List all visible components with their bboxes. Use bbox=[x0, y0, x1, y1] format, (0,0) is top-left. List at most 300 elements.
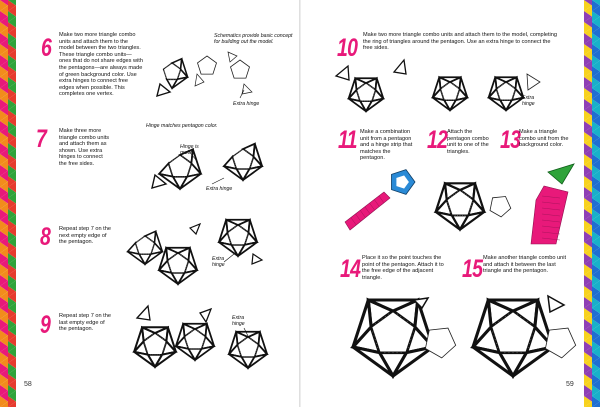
pentagon-model bbox=[159, 248, 197, 284]
hinge-stitch bbox=[240, 150, 241, 151]
hinge-stitch bbox=[506, 100, 507, 101]
hinge-stitch bbox=[251, 155, 252, 156]
hinge-stitch bbox=[242, 340, 243, 341]
hinge-stitch bbox=[529, 343, 530, 344]
hinge-stitch bbox=[164, 339, 165, 340]
hinge-stitch bbox=[247, 236, 248, 237]
hinge-stitch bbox=[449, 197, 450, 198]
step-13-text: Make a triangle combo unit from the background color. bbox=[519, 129, 569, 149]
hinge-stitch bbox=[453, 84, 454, 85]
hinge-stitch bbox=[453, 100, 454, 101]
caption-schematics: Schematics provide basic concept for building out the model. bbox=[214, 33, 293, 45]
hinge-stitch bbox=[442, 87, 443, 88]
hinge-stitch bbox=[236, 244, 237, 245]
hinge-stitch bbox=[177, 156, 178, 157]
hinge-stitch bbox=[256, 350, 257, 351]
hinge-stitch bbox=[183, 157, 184, 158]
hinge-stitch bbox=[193, 348, 194, 349]
hinge-stitch bbox=[140, 239, 141, 240]
hinge-stitch bbox=[157, 354, 158, 355]
hinge-stitch bbox=[243, 168, 244, 169]
hinge-stitch bbox=[520, 316, 521, 317]
hinge-stitch bbox=[230, 240, 231, 241]
hinge-stitch bbox=[146, 254, 147, 255]
pentagon-model bbox=[219, 220, 257, 256]
caption-hinge-matches: Hinge matches pentagon color. bbox=[146, 123, 218, 129]
hinge-stitch bbox=[151, 251, 152, 252]
hinge-stitch bbox=[158, 335, 159, 336]
hinge-stitch bbox=[145, 339, 146, 340]
pentagon-model bbox=[353, 300, 433, 376]
hinge-stitch bbox=[246, 231, 247, 232]
hinge-stitch bbox=[376, 343, 377, 344]
schematic-triangle bbox=[242, 84, 252, 94]
hinge-stitch bbox=[172, 79, 173, 80]
hinge-stitch bbox=[498, 94, 499, 95]
hinge-stitch bbox=[188, 333, 189, 334]
hinge-stitch bbox=[373, 95, 374, 96]
hinge-stitch bbox=[151, 240, 152, 241]
hinge-stitch bbox=[454, 85, 455, 86]
hinge-stitch bbox=[257, 347, 258, 348]
hinge-stitch bbox=[228, 236, 229, 237]
hinge-stitch bbox=[517, 314, 518, 315]
hinge-stitch bbox=[495, 339, 496, 340]
hinge-stitch bbox=[497, 92, 498, 93]
hinge-stitch bbox=[143, 254, 144, 255]
hinge-stitch bbox=[245, 150, 246, 151]
hinge-stitch bbox=[513, 352, 514, 353]
hinge-stitch bbox=[508, 352, 509, 353]
hinge-stitch bbox=[369, 85, 370, 86]
hinge-stitch bbox=[189, 167, 190, 168]
hinge-stitch bbox=[397, 352, 398, 353]
hinge-stitch bbox=[366, 101, 367, 102]
hinge-stitch bbox=[229, 238, 230, 239]
hinge-stitch bbox=[235, 166, 236, 167]
hinge-stitch bbox=[176, 66, 177, 67]
hinge-stitch bbox=[495, 323, 496, 324]
hinge-stitch bbox=[147, 352, 148, 353]
hinge-stitch bbox=[246, 151, 247, 152]
hinge-stitch bbox=[238, 244, 239, 245]
hinge-stitch bbox=[385, 316, 386, 317]
hinge-stitch bbox=[400, 316, 401, 317]
hinge-stitch bbox=[168, 79, 169, 80]
hinge-stitch bbox=[496, 343, 497, 344]
hinge-stitch bbox=[235, 164, 236, 165]
hinge-stitch bbox=[494, 335, 495, 336]
hinge-stitch bbox=[472, 202, 473, 203]
hinge-stitch bbox=[369, 101, 370, 102]
hinge-stitch bbox=[138, 251, 139, 252]
hinge-stitch bbox=[175, 176, 176, 177]
hinge-stitch bbox=[457, 215, 458, 216]
hinge-stitch bbox=[189, 161, 190, 162]
hinge-stitch bbox=[451, 196, 452, 197]
caption-extra-hinge-step8: Extra hinge bbox=[212, 256, 225, 268]
hinge-stitch bbox=[246, 168, 247, 169]
hinge-stitch bbox=[233, 160, 234, 161]
hinge-stitch bbox=[170, 64, 171, 65]
hinge-stitch bbox=[174, 255, 175, 256]
hinge-stitch bbox=[163, 350, 164, 351]
hinge-stitch bbox=[455, 215, 456, 216]
hinge-stitch bbox=[245, 240, 246, 241]
hinge-stitch bbox=[497, 91, 498, 92]
green-triangle bbox=[548, 164, 574, 184]
hinge-stitch bbox=[244, 168, 245, 169]
hinge-stitch bbox=[150, 354, 151, 355]
pentagon-model bbox=[134, 327, 176, 367]
hinge-stitch bbox=[244, 229, 245, 230]
hinge-stitch bbox=[170, 161, 171, 162]
hinge-stitch bbox=[498, 321, 499, 322]
hinge-stitch bbox=[168, 263, 169, 264]
pentagon-model bbox=[176, 324, 214, 360]
hinge-stitch bbox=[239, 343, 240, 344]
hinge-stitch bbox=[378, 321, 379, 322]
hinge-stitch bbox=[145, 254, 146, 255]
hinge-stitch bbox=[237, 152, 238, 153]
hinge-stitch bbox=[251, 162, 252, 163]
hinge-stitch bbox=[202, 346, 203, 347]
hinge-stitch bbox=[173, 64, 174, 65]
hinge-stitch bbox=[148, 254, 149, 255]
hinge-stitch bbox=[170, 268, 171, 269]
hinge-stitch bbox=[137, 241, 138, 242]
hinge-stitch bbox=[230, 242, 231, 243]
hinge-stitch bbox=[136, 245, 137, 246]
hinge-stitch bbox=[174, 65, 175, 66]
hinge-stitch bbox=[245, 242, 246, 243]
hinge-stitch bbox=[176, 157, 177, 158]
caption-extra-hinge-step6: Extra hinge bbox=[233, 101, 260, 107]
hinge-stitch bbox=[144, 343, 145, 344]
hinge-stitch bbox=[175, 79, 176, 80]
hinge-stitch bbox=[498, 96, 499, 97]
hinge-stitch bbox=[252, 160, 253, 161]
hinge-stitch bbox=[530, 323, 531, 324]
hinge-stitch bbox=[141, 254, 142, 255]
step-6-text: Make two more triangle combo units and attach them to the model between the two triangles. These triangle combo units—ones that do not share edges with the pentagons—are always made of green background color. Use extra hinges to connect free edges when possible. This completes one vertex. bbox=[59, 32, 143, 98]
hinge-stitch bbox=[176, 272, 177, 273]
hinge-stitch bbox=[362, 101, 363, 102]
step-10-number: 10 bbox=[337, 34, 358, 62]
hinge-stitch bbox=[165, 75, 166, 76]
hinge-stitch bbox=[374, 93, 375, 94]
hinge-stitch bbox=[143, 237, 144, 238]
hinge-stitch bbox=[504, 352, 505, 353]
hinge-stitch bbox=[152, 334, 153, 335]
hinge-stitch bbox=[169, 165, 170, 166]
hinge-stitch bbox=[181, 255, 182, 256]
hinge-stitch bbox=[384, 352, 385, 353]
hinge-stitch bbox=[162, 338, 163, 339]
hinge-stitch bbox=[184, 176, 185, 177]
hinge-stitch bbox=[464, 215, 465, 216]
hinge-stitch bbox=[252, 159, 253, 160]
hinge-stitch bbox=[377, 347, 378, 348]
hinge-stitch bbox=[457, 191, 458, 192]
hinge-stitch bbox=[512, 86, 513, 87]
hinge-stitch bbox=[165, 74, 166, 75]
hinge-stitch bbox=[358, 95, 359, 96]
hinge-stitch bbox=[443, 86, 444, 87]
hinge-stitch bbox=[180, 254, 181, 255]
hinge-stitch bbox=[187, 346, 188, 347]
step-13-number: 13 bbox=[500, 126, 521, 154]
hinge-stitch bbox=[453, 194, 454, 195]
hinge-stitch bbox=[513, 87, 514, 88]
hinge-stitch bbox=[172, 174, 173, 175]
hinge-stitch bbox=[443, 97, 444, 98]
loose-triangle bbox=[157, 84, 170, 96]
hinge-stitch bbox=[455, 193, 456, 194]
hinge-stitch bbox=[232, 228, 233, 229]
hinge-stitch bbox=[148, 238, 149, 239]
new-pentagon bbox=[545, 328, 575, 358]
hinge-stitch bbox=[174, 159, 175, 160]
caption-hinge-is-green: Hinge is green. bbox=[180, 144, 199, 156]
pentagon-model bbox=[229, 332, 267, 368]
hinge-stitch bbox=[388, 314, 389, 315]
hinge-stitch bbox=[448, 83, 449, 84]
hinge-stitch bbox=[513, 94, 514, 95]
hinge-stitch bbox=[358, 97, 359, 98]
hinge-stitch bbox=[236, 153, 237, 154]
hinge-stitch bbox=[509, 84, 510, 85]
schematic-pentagon bbox=[198, 56, 217, 74]
hinge-stitch bbox=[162, 352, 163, 353]
hinge-stitch bbox=[502, 84, 503, 85]
step-9-text: Repeat step 7 on the last empty edge of the pentagon. bbox=[59, 313, 111, 333]
hinge-stitch bbox=[388, 352, 389, 353]
hinge-stitch bbox=[164, 72, 165, 73]
hinge-stitch bbox=[179, 71, 180, 72]
hinge-stitch bbox=[172, 160, 173, 161]
hinge-stitch bbox=[241, 168, 242, 169]
hinge-stitch bbox=[171, 172, 172, 173]
hinge-stitch bbox=[170, 167, 171, 168]
hinge-stitch bbox=[246, 356, 247, 357]
hinge-stitch bbox=[250, 166, 251, 167]
hinge-stitch bbox=[442, 96, 443, 97]
hinge-stitch bbox=[499, 86, 500, 87]
hinge-stitch bbox=[228, 235, 229, 236]
hinge-stitch bbox=[410, 323, 411, 324]
hinge-stitch bbox=[374, 92, 375, 93]
hinge-stitch bbox=[407, 321, 408, 322]
hinge-stitch bbox=[178, 272, 179, 273]
hinge-stitch bbox=[521, 352, 522, 353]
hinge-stitch bbox=[523, 318, 524, 319]
loose-triangle bbox=[527, 74, 540, 90]
hinge-stitch bbox=[157, 334, 158, 335]
blue-pentagon bbox=[394, 173, 412, 192]
hinge-stitch bbox=[204, 339, 205, 340]
hinge-stitch bbox=[202, 344, 203, 345]
hinge-stitch bbox=[446, 100, 447, 101]
hinge-stitch bbox=[159, 354, 160, 355]
hinge-stitch bbox=[249, 153, 250, 154]
hinge-stitch bbox=[187, 263, 188, 264]
hinge-stitch bbox=[239, 151, 240, 152]
hinge-stitch bbox=[458, 92, 459, 93]
pentagon-model bbox=[224, 144, 262, 180]
hinge-stitch bbox=[513, 96, 514, 97]
hinge-stitch bbox=[167, 66, 168, 67]
hinge-stitch bbox=[177, 67, 178, 68]
pentagon-model bbox=[433, 77, 468, 110]
hinge-stitch bbox=[445, 85, 446, 86]
hinge-stitch bbox=[358, 88, 359, 89]
hinge-stitch bbox=[172, 256, 173, 257]
pentagon-model bbox=[436, 183, 485, 229]
hinge-stitch bbox=[169, 65, 170, 66]
hinge-stitch bbox=[442, 94, 443, 95]
step-14-number: 14 bbox=[340, 255, 361, 283]
hinge-stitch bbox=[190, 165, 191, 166]
hinge-stitch bbox=[239, 244, 240, 245]
hinge-stitch bbox=[458, 91, 459, 92]
hinge-stitch bbox=[198, 348, 199, 349]
hinge-stitch bbox=[173, 79, 174, 80]
hinge-stitch bbox=[229, 231, 230, 232]
hinge-stitch bbox=[470, 207, 471, 208]
schematic-pentagon bbox=[231, 60, 250, 78]
hinge-stitch bbox=[170, 170, 171, 171]
hinge-stitch bbox=[185, 339, 186, 340]
hinge-stitch bbox=[441, 91, 442, 92]
hinge-stitch bbox=[510, 85, 511, 86]
hinge-stitch bbox=[447, 202, 448, 203]
hinge-stitch bbox=[374, 335, 375, 336]
new-pentagon bbox=[425, 328, 455, 358]
hinge-stitch bbox=[241, 244, 242, 245]
hinge-stitch bbox=[367, 84, 368, 85]
hinge-stitch bbox=[367, 101, 368, 102]
pentagon-model bbox=[163, 59, 187, 89]
hinge-stitch bbox=[169, 259, 170, 260]
loose-triangle bbox=[190, 224, 200, 234]
hinge-stitch bbox=[450, 212, 451, 213]
hinge-stitch bbox=[372, 87, 373, 88]
hinge-stitch bbox=[257, 348, 258, 349]
hinge-stitch bbox=[375, 323, 376, 324]
hinge-stitch bbox=[460, 215, 461, 216]
hinge-stitch bbox=[201, 333, 202, 334]
step-15-text: Make another triangle combo unit and attach it between the last triangle and the pentagon. bbox=[483, 255, 567, 275]
hinge-stitch bbox=[244, 356, 245, 357]
hinge-stitch bbox=[145, 345, 146, 346]
hinge-stitch bbox=[241, 341, 242, 342]
hinge-stitch bbox=[147, 338, 148, 339]
hinge-stitch bbox=[171, 257, 172, 258]
step-14-text: Place it so the point touches the point of the pentagon. Attach it to the free edge of the adjacent triangle. bbox=[362, 255, 444, 281]
hinge-stitch bbox=[177, 77, 178, 78]
pink-hinge-strip bbox=[345, 192, 390, 230]
hinge-stitch bbox=[469, 212, 470, 213]
hinge-stitch bbox=[372, 332, 373, 333]
hinge-stitch bbox=[239, 350, 240, 351]
page-number-left: 58 bbox=[24, 381, 32, 388]
step-11-number: 11 bbox=[338, 126, 357, 154]
hinge-stitch bbox=[251, 339, 252, 340]
hinge-stitch bbox=[137, 250, 138, 251]
hinge-stitch bbox=[393, 352, 394, 353]
hinge-stitch bbox=[187, 264, 188, 265]
hinge-stitch bbox=[372, 98, 373, 99]
hinge-stitch bbox=[164, 348, 165, 349]
hinge-stitch bbox=[244, 339, 245, 340]
hinge-stitch bbox=[203, 342, 204, 343]
hinge-stitch bbox=[448, 100, 449, 101]
hinge-stitch bbox=[505, 316, 506, 317]
hinge-stitch bbox=[141, 238, 142, 239]
step-11-text: Make a combination unit from a pentagon and a hinge strip that matches the pentagon. bbox=[360, 129, 413, 162]
hinge-stitch bbox=[247, 235, 248, 236]
hinge-stitch bbox=[457, 94, 458, 95]
hinge-stitch bbox=[204, 340, 205, 341]
hinge-stitch bbox=[530, 339, 531, 340]
hinge-stitch bbox=[382, 318, 383, 319]
hinge-stitch bbox=[497, 347, 498, 348]
pentagon-model bbox=[473, 300, 553, 376]
hinge-stitch bbox=[164, 345, 165, 346]
hinge-stitch bbox=[457, 96, 458, 97]
page-number-right: 59 bbox=[566, 381, 574, 388]
hinge-stitch bbox=[136, 246, 137, 247]
hinge-stitch bbox=[450, 100, 451, 101]
hinge-stitch bbox=[255, 354, 256, 355]
hinge-stitch bbox=[517, 352, 518, 353]
hinge-stitch bbox=[507, 100, 508, 101]
hinge-stitch bbox=[410, 339, 411, 340]
hinge-stitch bbox=[187, 344, 188, 345]
hinge-stitch bbox=[234, 155, 235, 156]
hinge-stitch bbox=[234, 244, 235, 245]
hinge-stitch bbox=[359, 98, 360, 99]
hinge-stitch bbox=[451, 83, 452, 84]
schematic-triangle bbox=[228, 52, 237, 62]
hinge-stitch bbox=[464, 193, 465, 194]
hinge-stitch bbox=[187, 160, 188, 161]
pointer-line bbox=[212, 178, 224, 184]
new-pentagon bbox=[490, 197, 511, 217]
hinge-stitch bbox=[504, 83, 505, 84]
hinge-stitch bbox=[152, 250, 153, 251]
hinge-stitch bbox=[183, 256, 184, 257]
hinge-stitch bbox=[181, 272, 182, 273]
hinge-stitch bbox=[191, 348, 192, 349]
hinge-stitch bbox=[238, 347, 239, 348]
hinge-stitch bbox=[238, 348, 239, 349]
loose-triangle bbox=[252, 254, 262, 264]
hinge-stitch bbox=[373, 88, 374, 89]
hinge-stitch bbox=[373, 97, 374, 98]
loose-triangle bbox=[548, 296, 564, 312]
hinge-stitch bbox=[203, 335, 204, 336]
hinge-stitch bbox=[149, 337, 150, 338]
hinge-stitch bbox=[468, 196, 469, 197]
hinge-stitch bbox=[512, 97, 513, 98]
hinge-stitch bbox=[145, 348, 146, 349]
hinge-stitch bbox=[411, 335, 412, 336]
hinge-stitch bbox=[364, 84, 365, 85]
hinge-stitch bbox=[233, 159, 234, 160]
hinge-stitch bbox=[514, 92, 515, 93]
